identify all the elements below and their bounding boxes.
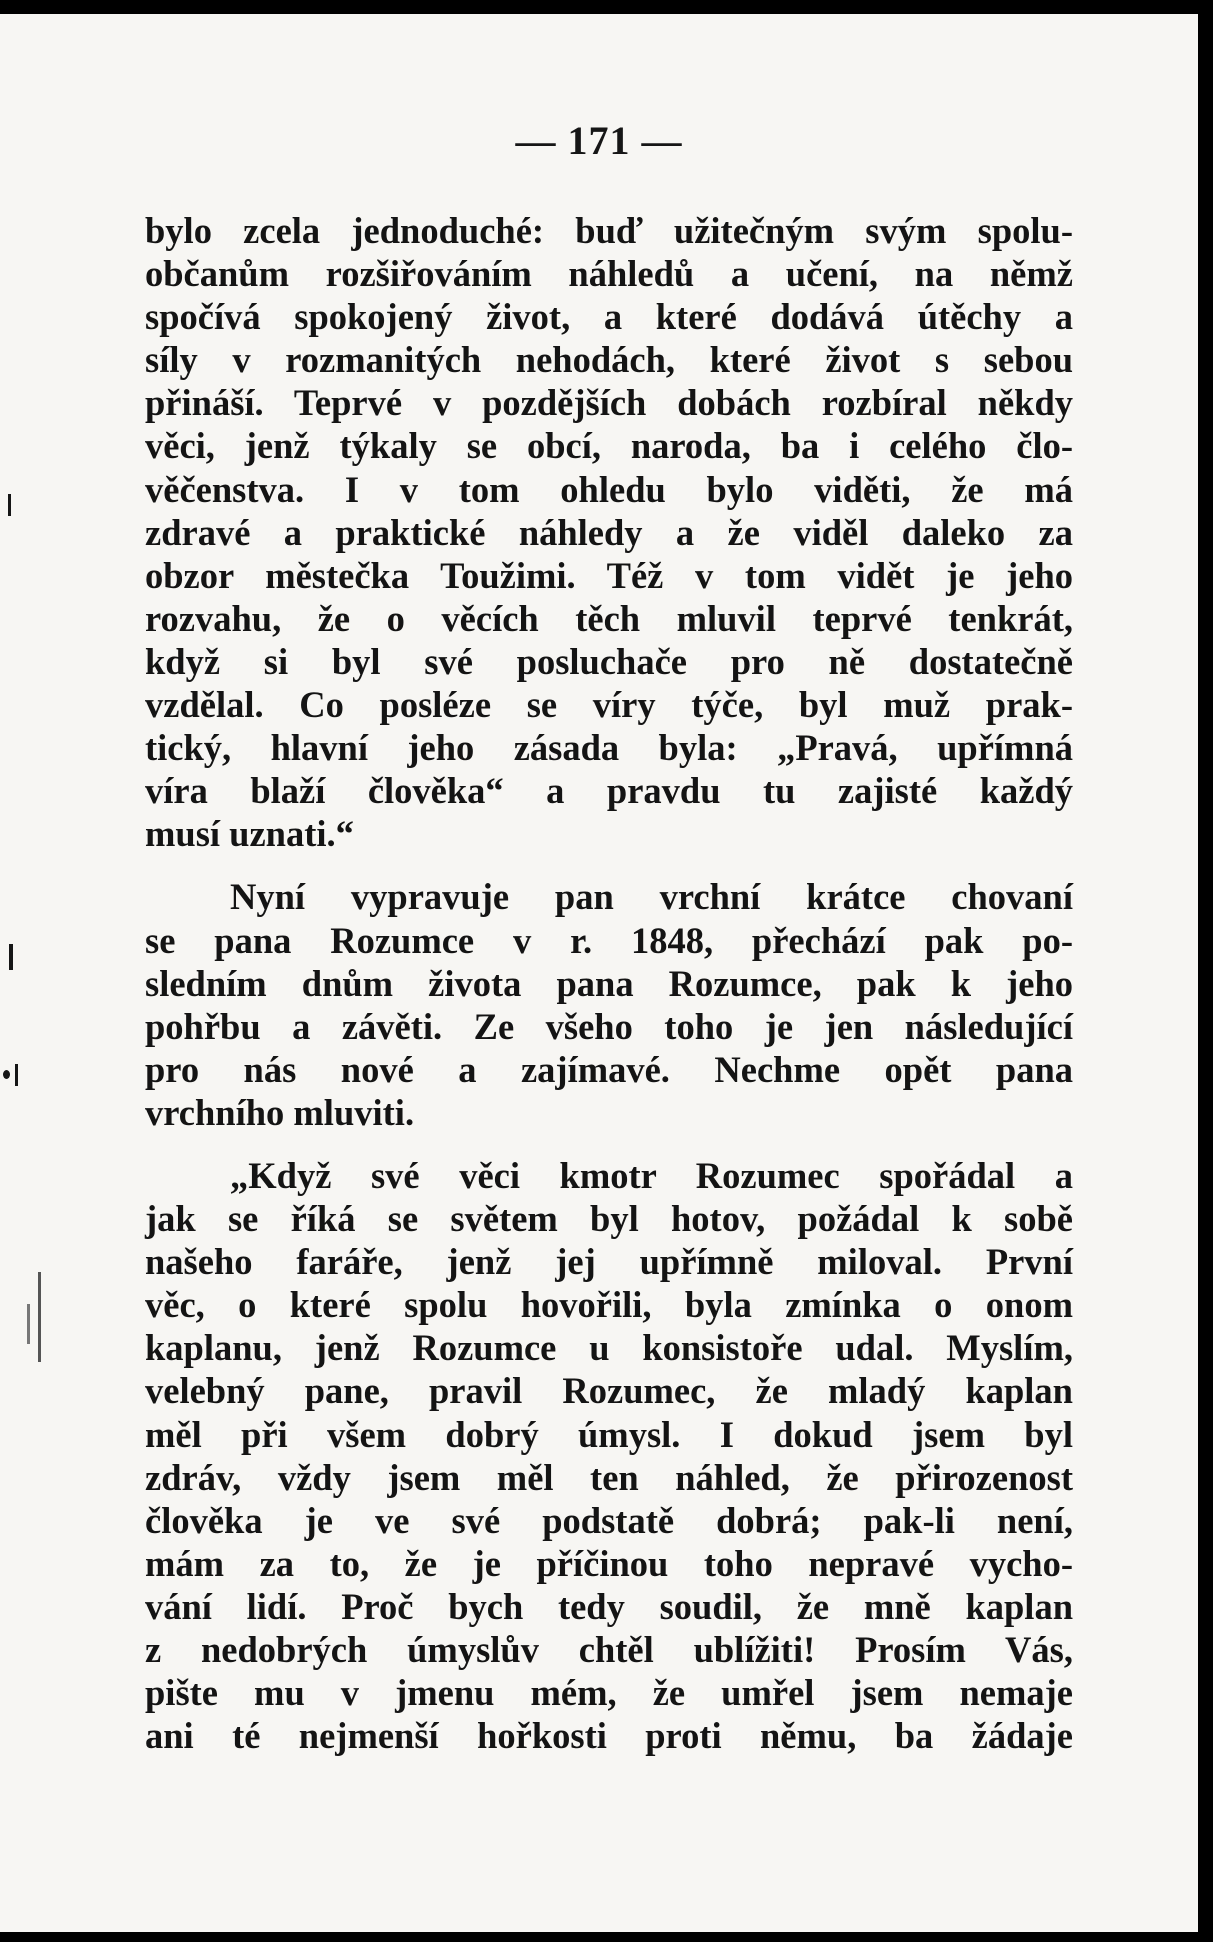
text-line: vrchního mluviti. (145, 1091, 415, 1133)
text-line: musí uznati.“ (145, 813, 354, 855)
text-line: zdravé a praktické náhledy a že viděl daleko za (145, 511, 1073, 553)
text-line: víra blaží člověka“ a pravdu tu zajisté každý (145, 770, 1073, 812)
text-line: kaplanu, jenž Rozumce u konsistoře udal. Myslím, (145, 1327, 1073, 1369)
text-line: sledním dnům života pana Rozumce, pak k jeho (145, 962, 1073, 1004)
text-line: přináší. Teprvé v pozdějších dobách rozbíral někdy (145, 382, 1073, 424)
text-line: věčenstva. I v tom ohledu bylo viděti, že má (145, 468, 1073, 510)
book-page (0, 14, 1198, 1932)
text-line: spočívá spokojený život, a které dodává útěchy a (145, 296, 1073, 338)
text-line: pro nás nové a zajímavé. Nechme opět pana (145, 1048, 1073, 1090)
text-line: když si byl své posluchače pro ně dostatečně (145, 640, 1073, 682)
text-line: občanům rozšiřováním náhledů a učení, na němž (145, 253, 1073, 295)
text-line: měl při všem dobrý úmysl. I dokud jsem byl (145, 1413, 1073, 1455)
scan-margin-mark (9, 944, 13, 970)
text-line: obzor městečka Toužimi. Též v tom vidět je jeho (145, 554, 1073, 596)
text-line: „Když své věci kmotr Rozumec spořádal a (230, 1154, 1073, 1196)
text-line: zdráv, vždy jsem měl ten náhled, že přirozenost (145, 1456, 1073, 1498)
text-line: síly v rozmanitých nehodách, které život s sebou (145, 339, 1073, 381)
text-line: jak se říká se světem byl hotov, požádal k sobě (145, 1198, 1073, 1240)
text-line: Nyní vypravuje pan vrchní krátce chovaní (230, 876, 1073, 918)
text-line: tický, hlavní jeho zásada byla: „Pravá, upřímná (145, 727, 1073, 769)
scan-margin-mark (15, 1064, 18, 1086)
text-line: rozvahu, že o věcích těch mluvil teprvé tenkrát, (145, 597, 1073, 639)
scan-margin-mark (27, 1304, 30, 1344)
scan-margin-mark (8, 494, 11, 516)
paragraph-2 (145, 875, 1073, 1134)
scan-margin-mark (38, 1272, 41, 1362)
text-line: z nedobrých úmyslův chtěl ublížiti! Prosím Vás, (145, 1629, 1073, 1670)
text-line: velebný pane, pravil Rozumec, že mladý kaplan (145, 1370, 1073, 1412)
text-line: věci, jenž týkaly se obcí, naroda, ba i celého člo- (145, 425, 1073, 467)
text-line: vání lidí. Proč bych tedy soudil, že mně kaplan (145, 1585, 1073, 1627)
paragraph-1 (145, 209, 1073, 855)
text-line: se pana Rozumce v r. 1848, přechází pak po- (145, 919, 1073, 961)
text-line: člověka je ve své podstatě dobrá; pak-li není, (145, 1499, 1073, 1541)
text-line: bylo zcela jednoduché: buď užitečným svým spolu- (145, 210, 1073, 251)
text-line: pište mu v jmenu mém, že umřel jsem nemaje (145, 1672, 1073, 1714)
text-line: ani té nejmenší hořkosti proti němu, ba žádaje (145, 1715, 1073, 1757)
text-line: pohřbu a závěti. Ze všeho toho je jen následující (145, 1005, 1073, 1047)
text-line: mám za to, že je příčinou toho nepravé vycho- (145, 1542, 1073, 1584)
text-line: věc, o které spolu hovořili, byla zmínka o onom (145, 1284, 1073, 1326)
scan-margin-mark (3, 1070, 10, 1079)
page-text (145, 209, 1073, 1757)
page-number: — 171 — (515, 118, 683, 163)
text-line: našeho faráře, jenž jej upřímně miloval. První (145, 1241, 1073, 1283)
paragraph-3 (145, 1154, 1073, 1757)
text-line: vzdělal. Co posléze se víry týče, byl muž prak- (145, 684, 1073, 726)
